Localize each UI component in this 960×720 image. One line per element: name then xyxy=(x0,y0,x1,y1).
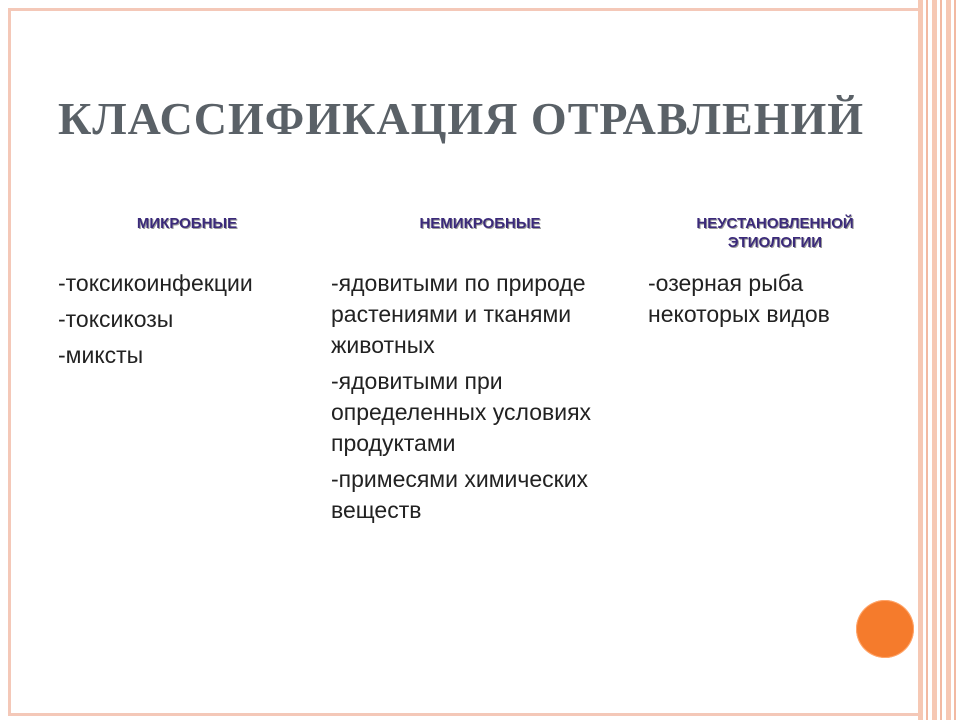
column-heading-nonmicrobial: НЕМИКРОБНЫЕ xyxy=(419,215,541,232)
column-heading-unknown-etiology: НЕУСТАНОВЛЕННОЙ ЭТИОЛОГИИ xyxy=(696,215,854,251)
list-item: -озерная рыба некоторых видов xyxy=(648,270,830,327)
list-item: -ядовитыми при определенных условиях продуктами xyxy=(331,368,592,456)
list-item: -токсикозы xyxy=(58,306,174,332)
list-item: -токсикоинфекции xyxy=(58,270,253,296)
orange-circle-decoration xyxy=(856,600,914,658)
list-item: -ядовитыми по природе растениями и тканями животных xyxy=(331,270,586,358)
list-item: -миксты xyxy=(58,342,144,368)
decorative-stripes xyxy=(918,0,960,720)
column-microbial xyxy=(58,268,318,376)
slide-title: КЛАССИФИКАЦИЯ ОТРАВЛЕНИЙ xyxy=(58,93,865,144)
column-unknown-etiology xyxy=(648,268,898,335)
column-nonmicrobial xyxy=(331,268,631,531)
list-item: -примесями химических веществ xyxy=(331,466,589,523)
column-heading-microbial: МИКРОБНЫЕ xyxy=(136,215,238,232)
